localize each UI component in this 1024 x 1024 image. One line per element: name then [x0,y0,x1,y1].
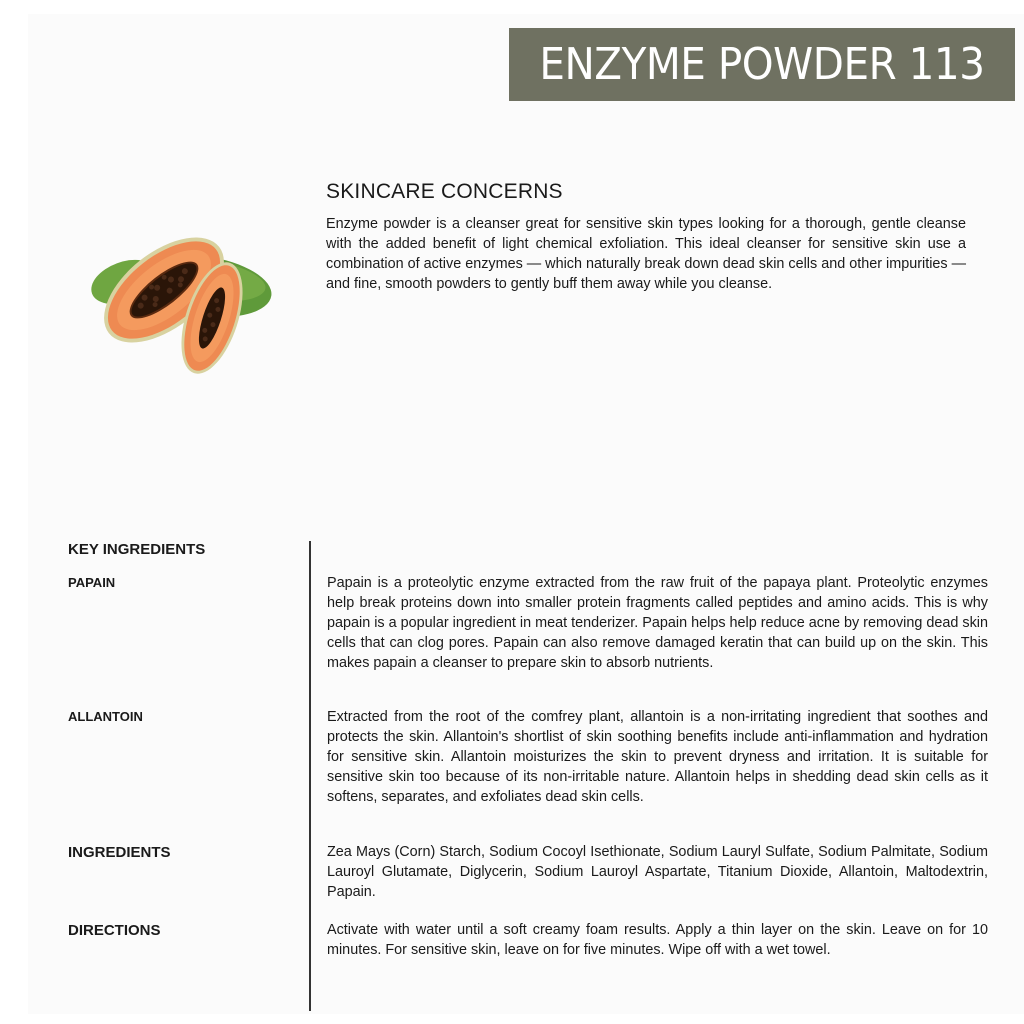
directions-heading: DIRECTIONS [68,922,161,939]
allantoin-label: ALLANTOIN [68,709,143,724]
allantoin-description: Extracted from the root of the comfrey plant, allantoin is a non-irritating ingredient that soothes and protects the skin. Allantoin's shortlist of skin soothing benefits include anti-inflammation and hydration for sensitive skin. Allantoin moisturizes the skin to prevent dryness and irritation. It is suitable for sensitive skin too because of its non-irritable nature. Allantoin helps in shedding dead skin cells as it softens, separates, and exfoliates dead skin cells. [327,709,988,805]
page-title: ENZYME POWDER 113 [539,39,985,90]
papaya-image [84,222,274,374]
column-divider [309,541,311,1011]
directions-text: Activate with water until a soft creamy foam results. Apply a thin layer on the skin. Leave on for 10 minutes. For sensitive skin, leave on for five minutes. Wipe off with a wet towel. [327,922,988,958]
skincare-concerns-text: Enzyme powder is a cleanser great for sensitive skin types looking for a thorough, gentle cleanse with the added benefit of light chemical exfoliation. This ideal cleanser for sensitive skin use a combination of active enzymes — which naturally break down dead skin cells and other impurities — and fine, smooth powders to gently buff them away while you cleanse. [326,216,966,292]
skincare-concerns-heading: SKINCARE CONCERNS [326,180,563,203]
title-banner [509,28,1015,101]
papain-label: PAPAIN [68,575,116,590]
papain-description: Papain is a proteolytic enzyme extracted from the raw fruit of the papaya plant. Proteolytic enzymes help break proteins down into smaller protein fragments called peptides and amino acids. This is why papain is a popular ingredient in meat tenderizer. Papain helps help reduce acne by removing dead skin cells that can clog pores. Papain can also remove damaged keratin that can build up on the skin. This makes papain a cleanser to prepare skin to absorb nutrients. [327,575,988,671]
ingredients-list: Zea Mays (Corn) Starch, Sodium Cocoyl Isethionate, Sodium Lauryl Sulfate, Sodium Palmitate, Sodium Lauroyl Glutamate, Diglycerin, Sodium Lauroyl Aspartate, Titanium Dioxide, Allantoin, Maltodextrin, Papain. [327,844,988,900]
ingredients-heading: INGREDIENTS [68,844,171,861]
key-ingredients-heading: KEY INGREDIENTS [68,541,206,558]
